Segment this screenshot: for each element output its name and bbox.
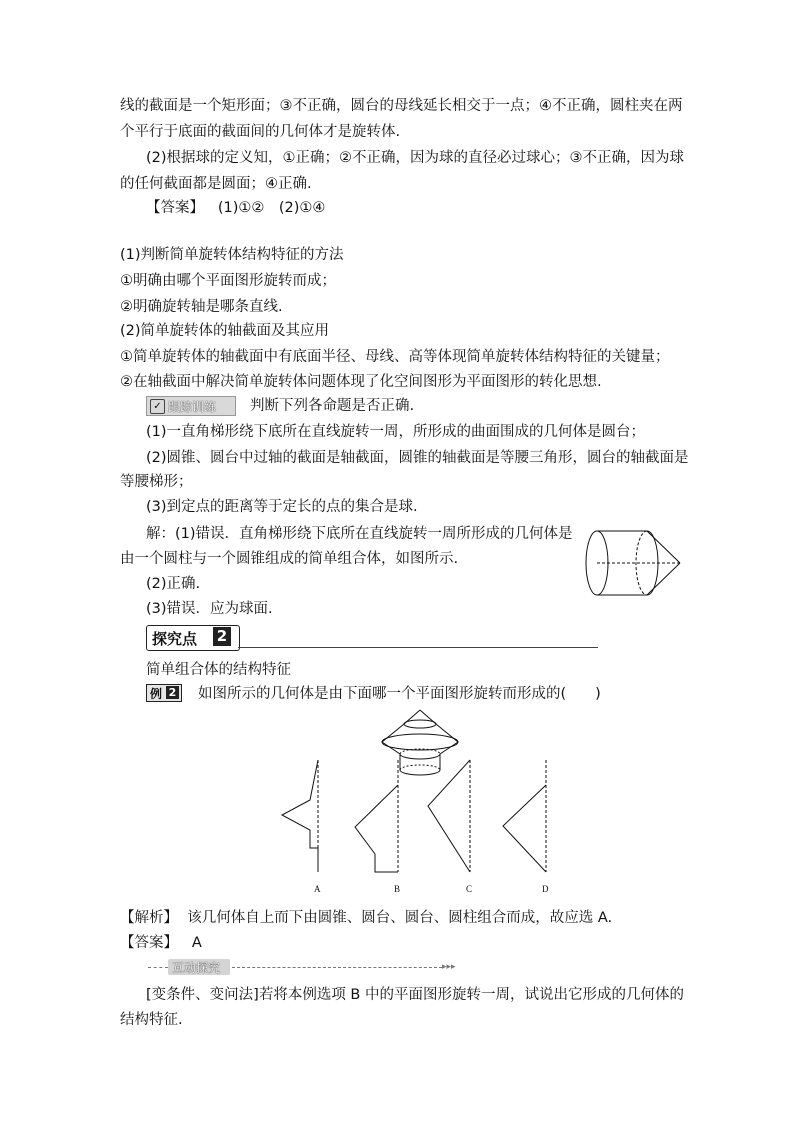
option-d-label: D xyxy=(542,884,549,894)
example-label: 例 xyxy=(150,687,163,701)
divider-left xyxy=(148,967,168,968)
example-badge xyxy=(146,684,182,702)
text-line: 的任何截面都是圆面；④正确. xyxy=(120,176,312,192)
variant-line: [变条件、变问法]若将本例选项 B 中的平面图形旋转一周，试说出它形成的几何体的 xyxy=(146,987,684,1003)
answer-row xyxy=(146,198,325,218)
track-practice-label: 跟踪训练 xyxy=(168,400,217,414)
solution-line: 由一个圆柱与一个圆锥组成的简单组合体，如图所示. xyxy=(120,551,459,567)
method-line: ①明确由哪个平面图形旋转而成； xyxy=(120,273,336,289)
proposition: (1)一直角梯形绕下底所在直线旋转一周，所形成的曲面围成的几何体是圆台； xyxy=(146,424,646,440)
text-line: 个平行于底面的截面间的几何体才是旋转体. xyxy=(120,124,401,140)
answer-label: 【答案】 xyxy=(146,200,204,216)
proposition: (3)到定点的距离等于定长的点的集合是球. xyxy=(146,499,418,515)
option-b-label: B xyxy=(394,884,401,894)
method-line: ②明确旋转轴是哪条直线. xyxy=(120,299,283,315)
analysis-text: 该几何体自上而下由圆锥、圆台、圆台、圆柱组合而成，故应选 A. xyxy=(187,910,613,926)
arrow-icon: ▸▸▸ xyxy=(442,962,456,972)
divider-right xyxy=(232,967,442,968)
analysis-row xyxy=(120,908,612,928)
method-line: ②在轴截面中解决简单旋转体问题体现了化空间图形为平面图形的转化思想. xyxy=(120,374,602,390)
interactive-label: 互动探究 xyxy=(172,961,221,975)
section-number: 2 xyxy=(213,627,231,646)
check-icon: ✓ xyxy=(150,399,165,414)
variant-line: 结构特征. xyxy=(120,1012,183,1028)
method-heading: (1)判断简单旋转体结构特征的方法 xyxy=(120,247,344,263)
example-text: 如图所示的几何体是由下面哪一个平面图形旋转而形成的( ) xyxy=(198,686,601,702)
answer-label: 【答案】 xyxy=(120,935,178,951)
answer-value: (1)①② (2)①④ xyxy=(217,200,326,216)
section-label: 探究点 xyxy=(152,630,198,648)
track-title: 判断下列各命题是否正确. xyxy=(250,398,415,414)
option-b-shape xyxy=(355,785,398,872)
section-divider xyxy=(238,647,598,648)
example-number: 2 xyxy=(166,686,179,699)
method-heading: (2)简单旋转体的轴截面及其应用 xyxy=(120,323,330,339)
option-d-shape xyxy=(503,785,546,872)
option-a-shape xyxy=(282,760,318,872)
answer-value: A xyxy=(191,935,202,951)
proposition: 等腰梯形； xyxy=(120,474,193,490)
cylinder-cone-figure xyxy=(580,525,700,601)
options-figure xyxy=(270,760,570,900)
solution-line: (2)正确. xyxy=(146,576,201,592)
option-a-label: A xyxy=(314,884,321,894)
analysis-label: 【解析】 xyxy=(120,910,178,926)
text-line: (2)根据球的定义知，①正确；②不正确，因为球的直径必过球心；③不正确，因为球 xyxy=(146,150,685,166)
interactive-badge xyxy=(168,959,230,975)
track-practice-badge xyxy=(146,396,236,416)
option-c-shape xyxy=(428,760,470,872)
solution-line: 解：(1)错误．直角梯形绕下底所在直线旋转一周所形成的几何体是 xyxy=(146,526,573,542)
section-badge xyxy=(146,625,240,651)
answer-row xyxy=(120,933,202,953)
proposition: (2)圆锥、圆台中过轴的截面是轴截面，圆锥的轴截面是等腰三角形，圆台的轴截面是 xyxy=(146,450,689,466)
option-c-label: C xyxy=(466,884,473,894)
text-line: 线的截面是一个矩形面；③不正确，圆台的母线延长相交于一点；④不正确，圆柱夹在两 xyxy=(120,98,683,114)
section-title: 简单组合体的结构特征 xyxy=(146,662,291,678)
solution-line: (3)错误．应为球面. xyxy=(146,601,273,617)
method-line: ①简单旋转体的轴截面中有底面半径、母线、高等体现简单旋转体结构特征的关键量； xyxy=(120,349,670,365)
